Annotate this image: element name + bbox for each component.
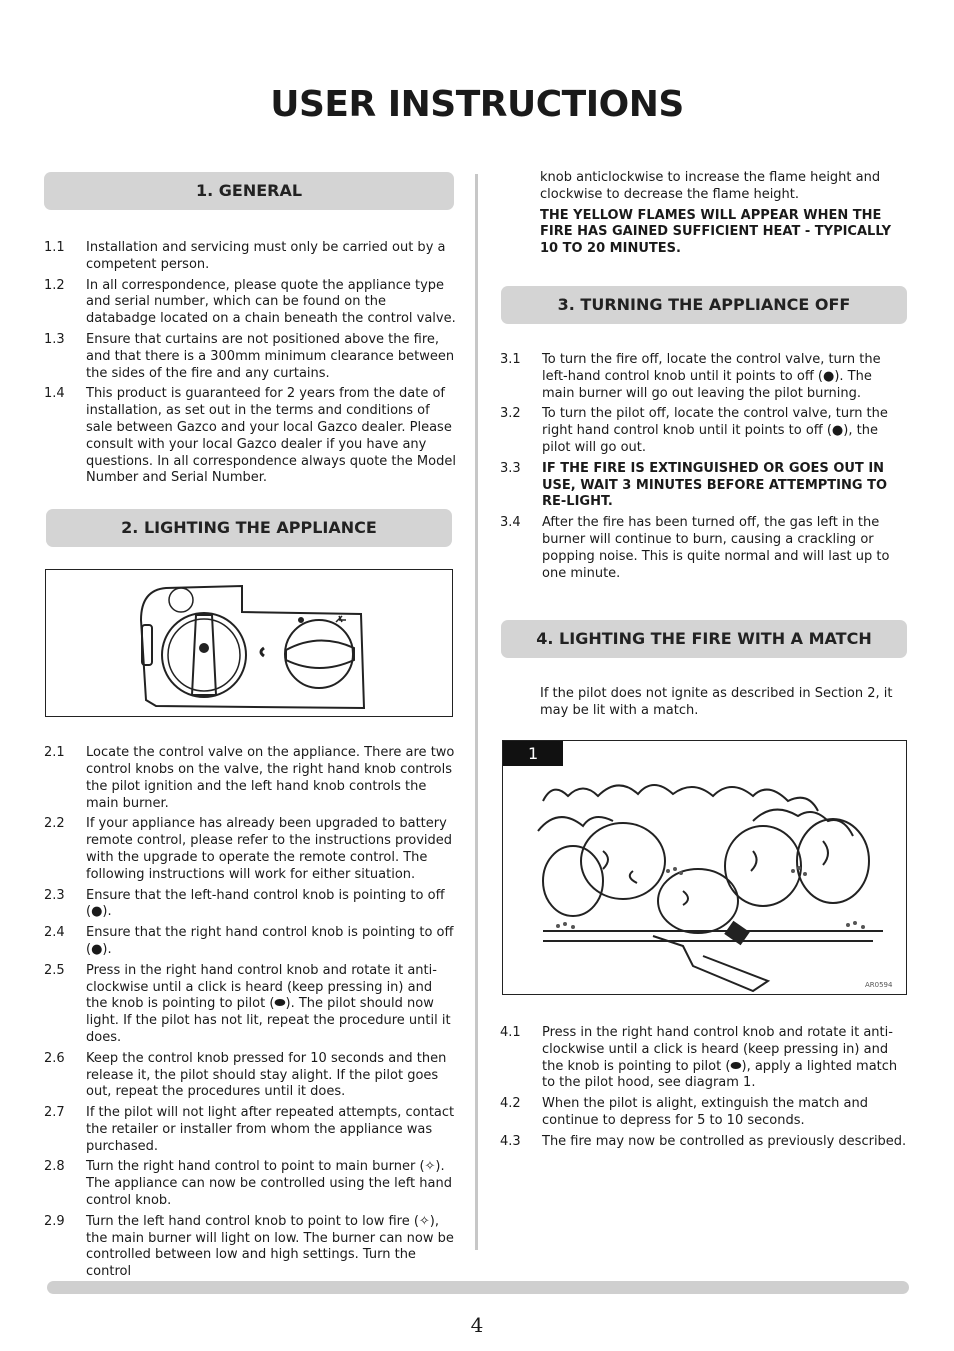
item-number: 4.3 — [500, 1133, 521, 1149]
list-item — [44, 1105, 456, 1155]
section-heading-lighting: 2. LIGHTING THE APPLIANCE — [46, 509, 452, 547]
page-title: USER INSTRUCTIONS — [270, 84, 684, 125]
footer-bar — [47, 1281, 909, 1294]
list-item — [44, 386, 456, 487]
item-text: Turn the left hand control knob to point to low fire (✧), the main burner will light on low. The burner can now be controlled between low and high settings. Turn the control — [86, 1213, 454, 1280]
list-item — [500, 461, 908, 511]
list-item — [44, 278, 456, 328]
item-text: IF THE FIRE IS EXTINGUISHED OR GOES OUT IN USE, WAIT 3 MINUTES BEFORE ATTEMPTING TO RE-LIGHT. — [542, 460, 887, 510]
item-number: 3.4 — [500, 515, 521, 531]
right-column — [500, 170, 908, 1155]
item-number: 3.1 — [500, 351, 521, 367]
list-item — [44, 745, 456, 812]
lighting-list — [44, 745, 456, 1281]
figure-code: AR0594 — [865, 980, 893, 989]
item-number: 2.6 — [44, 1050, 65, 1066]
lighting-continuation: knob anticlockwise to increase the flame height and clockwise to decrease the flame height. — [540, 170, 881, 202]
list-item — [500, 1096, 908, 1130]
item-text: To turn the fire off, locate the control valve, turn the left-hand control knob until it points to off (●). The main burner will go out leaving the pilot burning. — [542, 351, 881, 401]
list-item — [500, 515, 908, 582]
item-text: Ensure that curtains are not positioned above the fire, and that there is a 300mm minimum clearance between the sides of the fire and any curtains. — [86, 331, 455, 381]
item-text: Press in the right hand control knob and rotate it anti-clockwise until a click is heard (keep pressing in) and the knob is pointing to pilot (⬬). The pilot should now light. If the pilot has not lit, repeat the procedure until it does. — [86, 962, 451, 1045]
section-heading-match: 4. LIGHTING THE FIRE WITH A MATCH — [501, 620, 907, 658]
item-number: 4.2 — [500, 1096, 521, 1112]
list-item — [44, 1051, 456, 1101]
item-number: 2.4 — [44, 925, 65, 941]
item-text: If the pilot will not light after repeated attempts, contact the retailer or installer from whom the appliance was purchased. — [86, 1105, 455, 1154]
item-number: 2.2 — [44, 816, 65, 832]
page-number: 4 — [470, 1313, 484, 1337]
list-item — [44, 816, 456, 883]
left-column — [44, 172, 456, 1285]
item-text: If your appliance has already been upgraded to battery remote control, please refer to the instructions provided with the upgrade to operate the remote control. The following instructions will work for either situation. — [86, 816, 453, 882]
figure-number: 1 — [503, 741, 563, 766]
item-number: 2.8 — [44, 1159, 65, 1175]
fire-match-illustration — [503, 741, 906, 994]
item-number: 1.1 — [44, 240, 65, 255]
item-text: Turn the right hand control to point to main burner (✧). The appliance can now be controlled using the left hand control knob. — [86, 1159, 452, 1209]
item-number: 2.1 — [44, 745, 65, 761]
list-item — [44, 1214, 456, 1281]
item-text: Press in the right hand control knob and rotate it anti-clockwise until a click is heard (keep pressing in) and the knob is pointing to pilot (⬬), apply a lighted match to the pilot hood, see diagram 1. — [542, 1024, 898, 1091]
item-number: 4.1 — [500, 1024, 521, 1040]
item-number: 1.2 — [44, 277, 65, 293]
item-number: 3.2 — [500, 406, 521, 422]
item-text: Installation and servicing must only be carried out by a competent person. — [86, 240, 446, 272]
yellow-flame-warning: THE YELLOW FLAMES WILL APPEAR WHEN THE FIRE HAS GAINED SUFFICIENT HEAT - TYPICALLY 10 TO 20 MINUTES. — [540, 207, 891, 257]
column-divider — [475, 174, 478, 1250]
list-item — [44, 240, 456, 274]
item-text: The fire may now be controlled as previously described. — [542, 1133, 907, 1149]
item-text: Keep the control knob pressed for 10 seconds and then release it, the pilot should stay alight. If the pilot goes out, repeat the procedures until it does. — [86, 1050, 447, 1100]
control-valve-illustration — [46, 570, 452, 716]
item-text: Ensure that the left-hand control knob is pointing to off (●). — [86, 887, 445, 920]
item-text: This product is guaranteed for 2 years from the date of installation, as set out in the terms and conditions of sale between Gazco and your local Gazco dealer. Please consult with your local Gazco dealer if you have any questions. In all correspondence always quote the Model Number and Serial Number. — [86, 386, 456, 486]
list-item — [500, 352, 908, 402]
list-item — [44, 1159, 456, 1209]
item-text: When the pilot is alight, extinguish the match and continue to depress for 5 to 10 seconds. — [542, 1096, 868, 1128]
match-list — [500, 1025, 908, 1151]
list-item — [44, 332, 456, 382]
list-item — [44, 888, 456, 922]
item-number: 1.3 — [44, 331, 65, 347]
item-number: 3.3 — [500, 460, 521, 476]
off-list — [500, 352, 908, 582]
section-heading-general: 1. GENERAL — [44, 172, 454, 210]
list-item — [44, 925, 456, 959]
item-number: 2.3 — [44, 887, 65, 903]
item-number: 2.5 — [44, 962, 65, 978]
list-item — [500, 1134, 908, 1151]
match-intro: If the pilot does not ignite as described in Section 2, it may be lit with a match. — [540, 686, 893, 719]
item-text: To turn the pilot off, locate the control valve, turn the right hand control knob until it points to off (●), the pilot will go out. — [542, 406, 888, 455]
section-heading-off: 3. TURNING THE APPLIANCE OFF — [501, 286, 907, 324]
item-text: Ensure that the right hand control knob is pointing to off (●). — [86, 925, 454, 957]
item-text: Locate the control valve on the appliance. There are two control knobs on the valve, the right hand knob controls the pilot ignition and the left hand knob controls the main burner. — [86, 745, 455, 811]
list-item — [500, 1025, 908, 1092]
list-item — [500, 406, 908, 456]
item-number: 1.4 — [44, 386, 65, 402]
list-item — [44, 963, 456, 1047]
general-list — [44, 240, 456, 487]
item-text: After the fire has been turned off, the gas left in the burner will continue to burn, causing a crackling or popping noise. This is quite normal and will last up to one minute. — [542, 515, 890, 581]
diagram-1 — [502, 740, 907, 995]
control-valve-diagram — [45, 569, 453, 717]
item-number: 2.7 — [44, 1105, 65, 1121]
item-number: 2.9 — [44, 1213, 65, 1229]
item-text: In all correspondence, please quote the appliance type and serial number, which can be found on the databadge located on a chain beneath the control valve. — [86, 277, 456, 327]
